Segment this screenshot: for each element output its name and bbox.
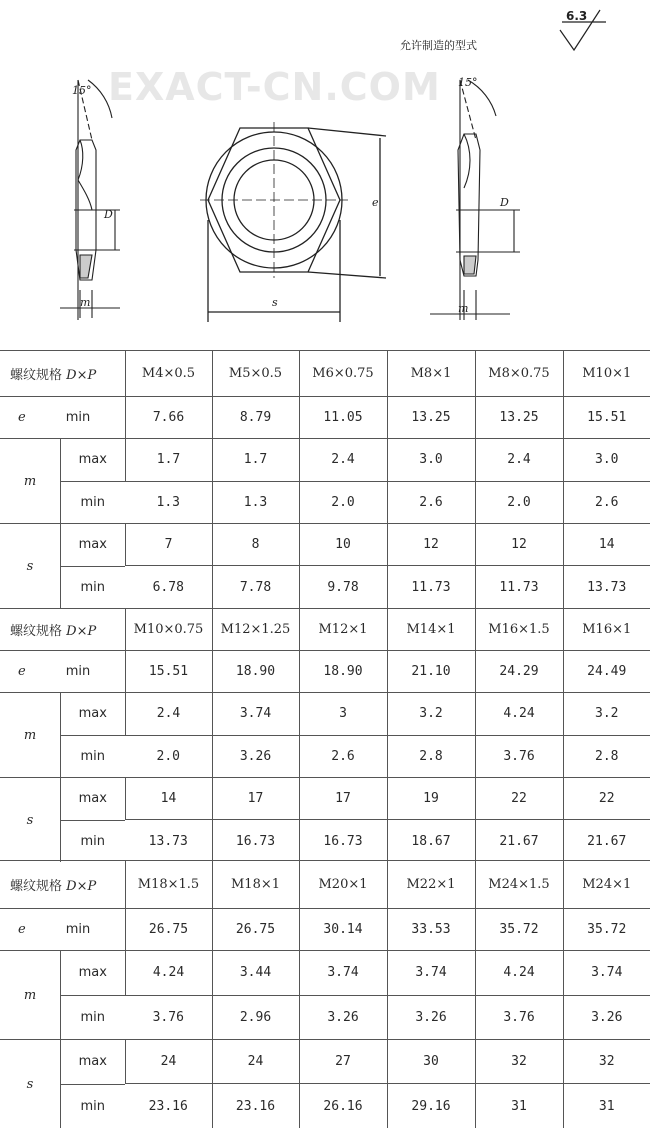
- value-cell: 18.90: [299, 651, 387, 693]
- value-cell: 35.72: [563, 909, 650, 951]
- value-cell: 21.10: [387, 651, 475, 693]
- value-cell: 23.16: [212, 1084, 299, 1128]
- technical-drawing: [0, 0, 650, 350]
- e-min-label: e min: [0, 651, 125, 693]
- value-cell: 14: [563, 524, 650, 566]
- spec-header-label: 螺纹规格 D×P: [0, 609, 125, 651]
- s-min-label: min: [61, 1084, 125, 1129]
- spec-cell: M16×1.5: [475, 609, 563, 651]
- value-cell: 27: [299, 1040, 387, 1084]
- s-max-row: [0, 1040, 650, 1084]
- value-cell: 19: [387, 778, 475, 820]
- value-cell: 26.75: [125, 909, 212, 951]
- m-label-cell: [0, 693, 125, 778]
- value-cell: 32: [475, 1040, 563, 1084]
- value-cell: 3.0: [387, 439, 475, 482]
- spec-header-label: 螺纹规格 D×P: [0, 861, 125, 909]
- value-cell: 2.4: [299, 439, 387, 482]
- spec-cell: M20×1: [299, 861, 387, 909]
- value-cell: 35.72: [475, 909, 563, 951]
- dim-m-right: m: [458, 302, 469, 315]
- value-cell: 22: [563, 778, 650, 820]
- m-max-row: [0, 439, 650, 482]
- m-label-cell: [0, 951, 125, 1040]
- value-cell: 2.0: [299, 481, 387, 524]
- value-cell: 24: [125, 1040, 212, 1084]
- value-cell: 3: [299, 693, 387, 736]
- header-row: [0, 609, 650, 651]
- spec-cell: M22×1: [387, 861, 475, 909]
- value-cell: 18.67: [387, 820, 475, 862]
- value-cell: 8.79: [212, 397, 299, 439]
- watermark: EXACT-CN.COM: [108, 65, 441, 109]
- spec-cell: M18×1.5: [125, 861, 212, 909]
- header-row: [0, 861, 650, 909]
- s-label: s: [26, 558, 34, 574]
- spec-cell: M12×1.25: [212, 609, 299, 651]
- value-cell: 1.3: [212, 481, 299, 524]
- value-cell: 4.24: [125, 951, 212, 996]
- value-cell: 21.67: [563, 820, 650, 862]
- value-cell: 3.76: [125, 995, 212, 1040]
- spec-cell: M8×1: [387, 351, 475, 397]
- value-cell: 13.25: [387, 397, 475, 439]
- hex-front-view: [200, 122, 386, 322]
- spec-cell: M4×0.5: [125, 351, 212, 397]
- s-label-cell: [0, 1040, 125, 1129]
- value-cell: 31: [475, 1084, 563, 1128]
- value-cell: 24: [212, 1040, 299, 1084]
- spec-cell: M16×1: [563, 609, 650, 651]
- m-max-label: max: [78, 965, 107, 981]
- value-cell: 3.44: [212, 951, 299, 996]
- value-cell: 1.3: [125, 481, 212, 524]
- value-cell: 16.73: [299, 820, 387, 862]
- value-cell: 3.74: [299, 951, 387, 996]
- value-cell: 26.75: [212, 909, 299, 951]
- m-label: m: [23, 473, 37, 489]
- s-max-row: [0, 778, 650, 820]
- m-max-row: [0, 951, 650, 996]
- value-cell: 24.29: [475, 651, 563, 693]
- value-cell: 3.74: [212, 693, 299, 736]
- m-min-label: min: [61, 481, 125, 524]
- value-cell: 11.73: [387, 566, 475, 608]
- dim-m-left: m: [80, 296, 91, 309]
- s-label: s: [26, 812, 34, 828]
- value-cell: 10: [299, 524, 387, 566]
- s-label-cell: [0, 524, 125, 609]
- m-label: m: [23, 987, 37, 1003]
- s-max-row: [0, 524, 650, 566]
- value-cell: 2.0: [475, 481, 563, 524]
- value-cell: 17: [299, 778, 387, 820]
- value-cell: 17: [212, 778, 299, 820]
- spec-header-label: 螺纹规格 D×P: [0, 351, 125, 397]
- dim-e: e: [372, 196, 379, 209]
- value-cell: 7.78: [212, 566, 299, 608]
- value-cell: 16.73: [212, 820, 299, 862]
- value-cell: 3.2: [387, 693, 475, 736]
- value-cell: 32: [563, 1040, 650, 1084]
- left-side-view: [60, 80, 120, 320]
- angle-label-right: 15°: [458, 76, 478, 89]
- value-cell: 21.67: [475, 820, 563, 862]
- spec-cell: M18×1: [212, 861, 299, 909]
- value-cell: 3.74: [563, 951, 650, 996]
- spec-table-3: [0, 860, 650, 1128]
- value-cell: 2.6: [387, 481, 475, 524]
- value-cell: 1.7: [125, 439, 212, 482]
- s-min-label: min: [61, 566, 125, 609]
- value-cell: 13.73: [125, 820, 212, 862]
- m-max-row: [0, 693, 650, 736]
- value-cell: 7: [125, 524, 212, 566]
- e-min-row: [0, 909, 650, 951]
- value-cell: 11.05: [299, 397, 387, 439]
- roughness-note: 允许制造的型式: [400, 39, 477, 52]
- m-label: m: [23, 727, 37, 743]
- value-cell: 29.16: [387, 1084, 475, 1128]
- e-min-row: [0, 397, 650, 439]
- value-cell: 9.78: [299, 566, 387, 608]
- header-row: [0, 351, 650, 397]
- spec-cell: M24×1: [563, 861, 650, 909]
- spec-cell: M8×0.75: [475, 351, 563, 397]
- angle-label-left: 15°: [72, 84, 92, 97]
- value-cell: 22: [475, 778, 563, 820]
- value-cell: 2.6: [563, 481, 650, 524]
- value-cell: 4.24: [475, 951, 563, 996]
- value-cell: 11.73: [475, 566, 563, 608]
- value-cell: 12: [387, 524, 475, 566]
- value-cell: 2.4: [125, 693, 212, 736]
- roughness-value: 6.3: [566, 9, 588, 23]
- drawing-svg: [0, 0, 650, 350]
- value-cell: 33.53: [387, 909, 475, 951]
- spec-cell: M24×1.5: [475, 861, 563, 909]
- e-min-row: [0, 651, 650, 693]
- value-cell: 7.66: [125, 397, 212, 439]
- spec-cell: M6×0.75: [299, 351, 387, 397]
- value-cell: 2.96: [212, 995, 299, 1040]
- value-cell: 12: [475, 524, 563, 566]
- value-cell: 18.90: [212, 651, 299, 693]
- value-cell: 14: [125, 778, 212, 820]
- dim-D-right: D: [500, 196, 509, 209]
- value-cell: 13.25: [475, 397, 563, 439]
- value-cell: 30: [387, 1040, 475, 1084]
- value-cell: 3.26: [563, 995, 650, 1040]
- dim-s: s: [272, 296, 278, 309]
- value-cell: 23.16: [125, 1084, 212, 1128]
- m-max-label: max: [78, 452, 107, 468]
- value-cell: 3.74: [387, 951, 475, 996]
- spec-cell: M10×0.75: [125, 609, 212, 651]
- spec-cell: M14×1: [387, 609, 475, 651]
- s-label: s: [26, 1076, 34, 1092]
- value-cell: 3.26: [387, 995, 475, 1040]
- m-max-label: max: [78, 706, 107, 722]
- m-label-cell: [0, 439, 125, 524]
- dim-D-left: D: [104, 208, 113, 221]
- value-cell: 2.8: [387, 735, 475, 778]
- m-min-label: min: [61, 995, 125, 1040]
- value-cell: 2.4: [475, 439, 563, 482]
- value-cell: 2.6: [299, 735, 387, 778]
- value-cell: 15.51: [125, 651, 212, 693]
- e-min-label: e min: [0, 909, 125, 951]
- spec-table-1: [0, 350, 650, 608]
- value-cell: 3.76: [475, 735, 563, 778]
- spec-cell: M5×0.5: [212, 351, 299, 397]
- value-cell: 26.16: [299, 1084, 387, 1128]
- s-min-label: min: [61, 820, 125, 863]
- spec-table-2: [0, 608, 650, 862]
- s-max-label: max: [78, 537, 107, 553]
- value-cell: 3.26: [299, 995, 387, 1040]
- m-min-label: min: [61, 735, 125, 778]
- value-cell: 30.14: [299, 909, 387, 951]
- s-max-label: max: [78, 791, 107, 807]
- value-cell: 3.26: [212, 735, 299, 778]
- value-cell: 3.76: [475, 995, 563, 1040]
- spec-cell: M12×1: [299, 609, 387, 651]
- value-cell: 2.8: [563, 735, 650, 778]
- value-cell: 4.24: [475, 693, 563, 736]
- e-min-label: e min: [0, 397, 125, 439]
- value-cell: 15.51: [563, 397, 650, 439]
- value-cell: 8: [212, 524, 299, 566]
- value-cell: 31: [563, 1084, 650, 1128]
- s-label-cell: [0, 778, 125, 863]
- value-cell: 13.73: [563, 566, 650, 608]
- value-cell: 6.78: [125, 566, 212, 608]
- value-cell: 2.0: [125, 735, 212, 778]
- value-cell: 3.0: [563, 439, 650, 482]
- s-max-label: max: [78, 1054, 107, 1070]
- value-cell: 1.7: [212, 439, 299, 482]
- value-cell: 24.49: [563, 651, 650, 693]
- value-cell: 3.2: [563, 693, 650, 736]
- spec-cell: M10×1: [563, 351, 650, 397]
